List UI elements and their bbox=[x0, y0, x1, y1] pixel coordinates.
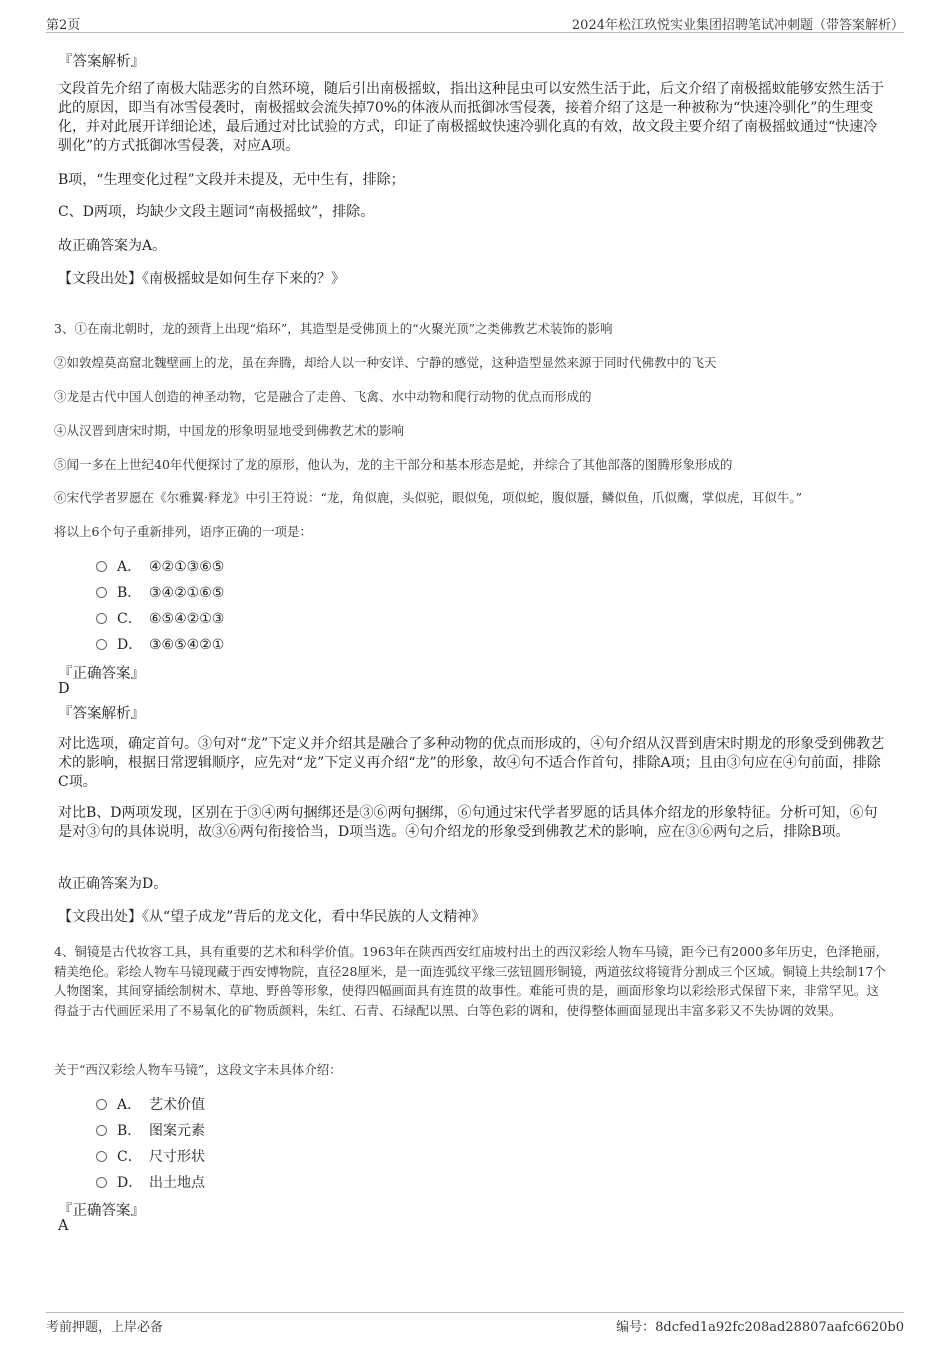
q3-sentence-1: 3、①在南北朝时，龙的颈背上出现“焰环”，其造型是受佛顶上的“火聚光顶”之类佛教艺术装饰的影响 bbox=[54, 321, 613, 336]
page-number: 第2页 bbox=[46, 18, 81, 33]
q3-option-b[interactable]: B． ③④②①⑥⑤ bbox=[96, 582, 224, 602]
q3-option-a[interactable]: A． ④②①③⑥⑤ bbox=[96, 556, 224, 576]
q3-sentence-2: ②如敦煌莫高窟北魏壁画上的龙，虽在奔腾，却给人以一种安详、宁静的感觉，这种造型显然来源于同时代佛教中的飞天 bbox=[54, 355, 717, 370]
radio-icon[interactable] bbox=[96, 561, 107, 572]
q4-option-a[interactable]: A． 艺术价值 bbox=[96, 1094, 205, 1114]
q3-correct-answer: D bbox=[58, 681, 70, 697]
q2-analysis-title: 『答案解析』 bbox=[58, 54, 145, 70]
page-header bbox=[46, 12, 904, 33]
footer-serial: 编号：8dcfed1a92fc208ad28807aafc6620b0 bbox=[616, 1320, 904, 1335]
radio-icon[interactable] bbox=[96, 1125, 107, 1136]
q3-analysis-para1: 对比选项，确定首句。③句对“龙”下定义并介绍其是融合了多种动物的优点而形成的，④句介绍从汉晋到唐宋时期龙的形象受到佛教艺术的影响，根据日常逻辑顺序，应先对“龙”下定义再介绍“龙”的形象，故④句不适合作首句，排除A项；且由③句应在④句前面，排除C项。 bbox=[58, 736, 885, 790]
radio-icon[interactable] bbox=[96, 639, 107, 650]
q3-source: 【文段出处】《从“望子成龙”背后的龙文化，看中华民族的人文精神》 bbox=[58, 909, 486, 925]
document-title: 2024年松江玖悦实业集团招聘笔试冲刺题（带答案解析） bbox=[571, 18, 904, 33]
q2-analysis-para3: C、D两项，均缺少文段主题词“南极摇蚊”，排除。 bbox=[58, 204, 375, 220]
q4-correct-answer: A bbox=[58, 1218, 69, 1234]
footer-slogan: 考前押题，上岸必备 bbox=[46, 1320, 164, 1335]
q4-prompt: 关于“西汉彩绘人物车马镜”，这段文字未具体介绍： bbox=[54, 1062, 342, 1077]
radio-icon[interactable] bbox=[96, 613, 107, 624]
q3-sentence-5: ⑤闻一多在上世纪40年代便探讨了龙的原形，他认为，龙的主干部分和基本形态是蛇，并综合了其他部落的图腾形象形成的 bbox=[54, 457, 733, 472]
q3-analysis-para3: 故正确答案为D。 bbox=[58, 876, 168, 892]
q3-sentence-4: ④从汉晋到唐宋时期，中国龙的形象明显地受到佛教艺术的影响 bbox=[54, 423, 405, 438]
q4-stem: 4、铜镜是古代妆容工具，具有重要的艺术和科学价值。1963年在陕西西安红庙坡村出土的西汉彩绘人物车马镜，距今已有2000多年历史，色泽艳丽，精美绝伦。彩绘人物车马镜现藏于西安博物院，直径28厘米，是一面连弧纹平缘三弦钮圆形铜镜，两道弦纹将镜背分割成三个区域。铜镜上共绘制17个人物图案，其间穿插绘制树木、草地、野兽等形象，使得四幅画面具有连贯的故事性。难能可贵的是，画面形象均以彩绘形式保留下来，非常罕见。这得益于古代画匠采用了不易氧化的矿物质颜料，朱红、石青、石绿配以黑、白等色彩的调和，使得整体画面显现出丰富多彩又不失协调的效果。 bbox=[54, 944, 889, 1018]
q3-option-c[interactable]: C． ⑥⑤④②①③ bbox=[96, 608, 224, 628]
q3-analysis-title: 『答案解析』 bbox=[58, 706, 145, 722]
q3-sentence-3: ③龙是古代中国人创造的神圣动物，它是融合了走兽、飞禽、水中动物和爬行动物的优点而形成的 bbox=[54, 389, 592, 404]
radio-icon[interactable] bbox=[96, 1099, 107, 1110]
q3-option-d[interactable]: D． ③⑥⑤④②① bbox=[96, 634, 224, 654]
q4-option-b[interactable]: B． 图案元素 bbox=[96, 1120, 205, 1140]
q3-prompt: 将以上6个句子重新排列，语序正确的一项是： bbox=[54, 524, 312, 539]
page-footer bbox=[46, 1312, 904, 1335]
q4-correct-title: 『正确答案』 bbox=[58, 1203, 145, 1219]
q2-analysis-para4: 故正确答案为A。 bbox=[58, 238, 167, 254]
q2-analysis-para1: 文段首先介绍了南极大陆恶劣的自然环境，随后引出南极摇蚊，指出这种昆虫可以安然生活于此，后文介绍了南极摇蚊能够安然生活于此的原因，即当有冰雪侵袭时，南极摇蚊会流失掉70%的体液从而抵御冰雪侵袭，接着介绍了这是一种被称为“快速冷驯化”的生理变化，并对此展开详细论述，最后通过对比试验的方式，印证了南极摇蚊快速冷驯化真的有效，故文段主要介绍了南极摇蚊通过“快速冷驯化”的方式抵御冰雪侵袭，对应A项。 bbox=[58, 81, 884, 154]
q2-analysis-para2: B项，“生理变化过程”文段并未提及，无中生有，排除； bbox=[58, 172, 405, 188]
radio-icon[interactable] bbox=[96, 1177, 107, 1188]
q4-option-d[interactable]: D． 出土地点 bbox=[96, 1172, 205, 1192]
q2-source: 【文段出处】《南极摇蚊是如何生存下来的？》 bbox=[58, 271, 345, 287]
radio-icon[interactable] bbox=[96, 587, 107, 598]
q3-sentence-6: ⑥宋代学者罗愿在《尔雅翼·释龙》中引王符说：“龙，角似鹿，头似驼，眼似兔，项似蛇，腹似蜃，鳞似鱼，爪似鹰，掌似虎，耳似牛。” bbox=[54, 490, 803, 505]
q3-correct-title: 『正确答案』 bbox=[58, 666, 145, 682]
q3-analysis-para2: 对比B、D两项发现，区别在于③④两句捆绑还是③⑥两句捆绑，⑥句通过宋代学者罗愿的话具体介绍龙的形象特征。分析可知，⑥句是对③句的具体说明，故③⑥两句衔接恰当，D项当选。④句介绍龙的形象受到佛教艺术的影响，应在③⑥两句之后，排除B项。 bbox=[58, 805, 878, 840]
radio-icon[interactable] bbox=[96, 1151, 107, 1162]
q4-option-c[interactable]: C． 尺寸形状 bbox=[96, 1146, 205, 1166]
